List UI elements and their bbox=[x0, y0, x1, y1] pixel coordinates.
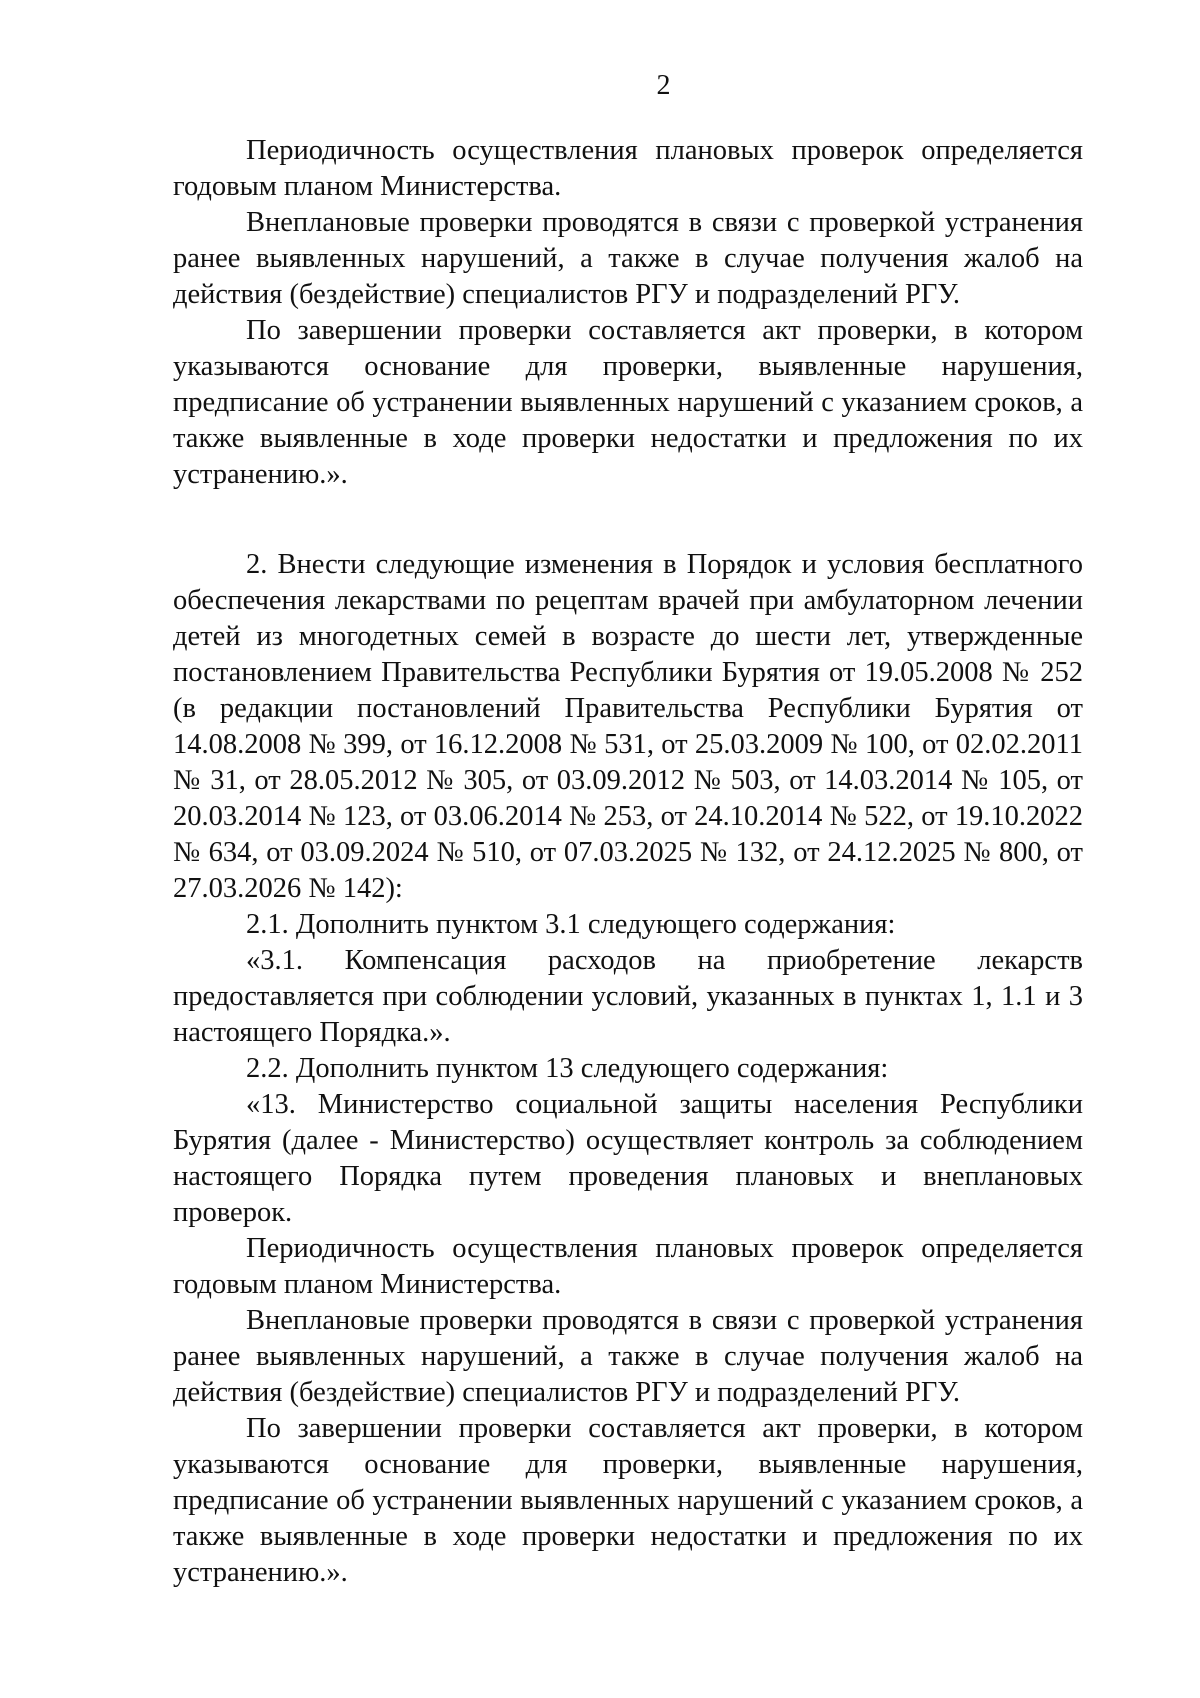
paragraph-unscheduled-checks-2: Внеплановые проверки проводятся в связи с проверкой устранения ранее выявленных нарушений, а также в случае получения жалоб на действия (бездействие) специалистов РГУ и подразделений РГУ. bbox=[173, 1305, 1083, 1408]
paragraph-item-2-2: 2.2. Дополнить пунктом 13 следующего содержания: bbox=[246, 1053, 889, 1084]
page-number: 2 bbox=[656, 70, 671, 101]
paragraph-inspection-act: По завершении проверки составляется акт проверки, в котором указываются основание для проверки, выявленные нарушения, предписание об устранении выявленных нарушений с указанием сроков, а также выявленные в ходе проверки недостатки и предложения по их устранению.». bbox=[173, 315, 1083, 490]
document-body bbox=[173, 133, 1083, 1591]
paragraph-unscheduled-checks: Внеплановые проверки проводятся в связи с проверкой устранения ранее выявленных нарушений, а также в случае получения жалоб на действия (бездействие) специалистов РГУ и подразделений РГУ. bbox=[173, 207, 1083, 310]
paragraph-inspection-act-2: По завершении проверки составляется акт проверки, в котором указываются основание для проверки, выявленные нарушения, предписание об устранении выявленных нарушений с указанием сроков, а также выявленные в ходе проверки недостатки и предложения по их устранению.». bbox=[173, 1413, 1083, 1588]
paragraph-periodicity-2: Периодичность осуществления плановых проверок определяется годовым планом Министерства. bbox=[173, 1233, 1083, 1300]
section-gap bbox=[173, 493, 1083, 547]
paragraph-item-2-1: 2.1. Дополнить пунктом 3.1 следующего содержания: bbox=[246, 909, 896, 940]
paragraph-item-2-amendments: 2. Внести следующие изменения в Порядок и условия бесплатного обеспечения лекарствами по рецептам врачей при амбулаторном лечении детей из многодетных семей в возрасте до шести лет, утвержденные постановлением Правительства Республики Бурятия от 19.05.2008 № 252 (в редакции постановлений Правительства Республики Бурятия от 14.08.2008 № 399, от 16.12.2008 № 531, от 25.03.2009 № 100, от 02.02.2011 № 31, от 28.05.2012 № 305, от 03.09.2012 № 503, от 14.03.2014 № 105, от 20.03.2014 № 123, от 03.06.2014 № 253, от 24.10.2014 № 522, от 19.10.2022 № 634, от 03.09.2024 № 510, от 07.03.2025 № 132, от 24.12.2025 № 800, от 27.03.2026 № 142): bbox=[173, 549, 1083, 904]
paragraph-item-3-1-text: «3.1. Компенсация расходов на приобретение лекарств предоставляется при соблюдении условий, указанных в пунктах 1, 1.1 и 3 настоящего Порядка.». bbox=[173, 945, 1083, 1048]
paragraph-item-13-text: «13. Министерство социальной защиты населения Республики Бурятия (далее - Министерство) осуществляет контроль за соблюдением настоящего Порядка путем проведения плановых и внеплановых проверок. bbox=[173, 1089, 1083, 1228]
paragraph-periodicity: Периодичность осуществления плановых проверок определяется годовым планом Министерства. bbox=[173, 135, 1083, 202]
